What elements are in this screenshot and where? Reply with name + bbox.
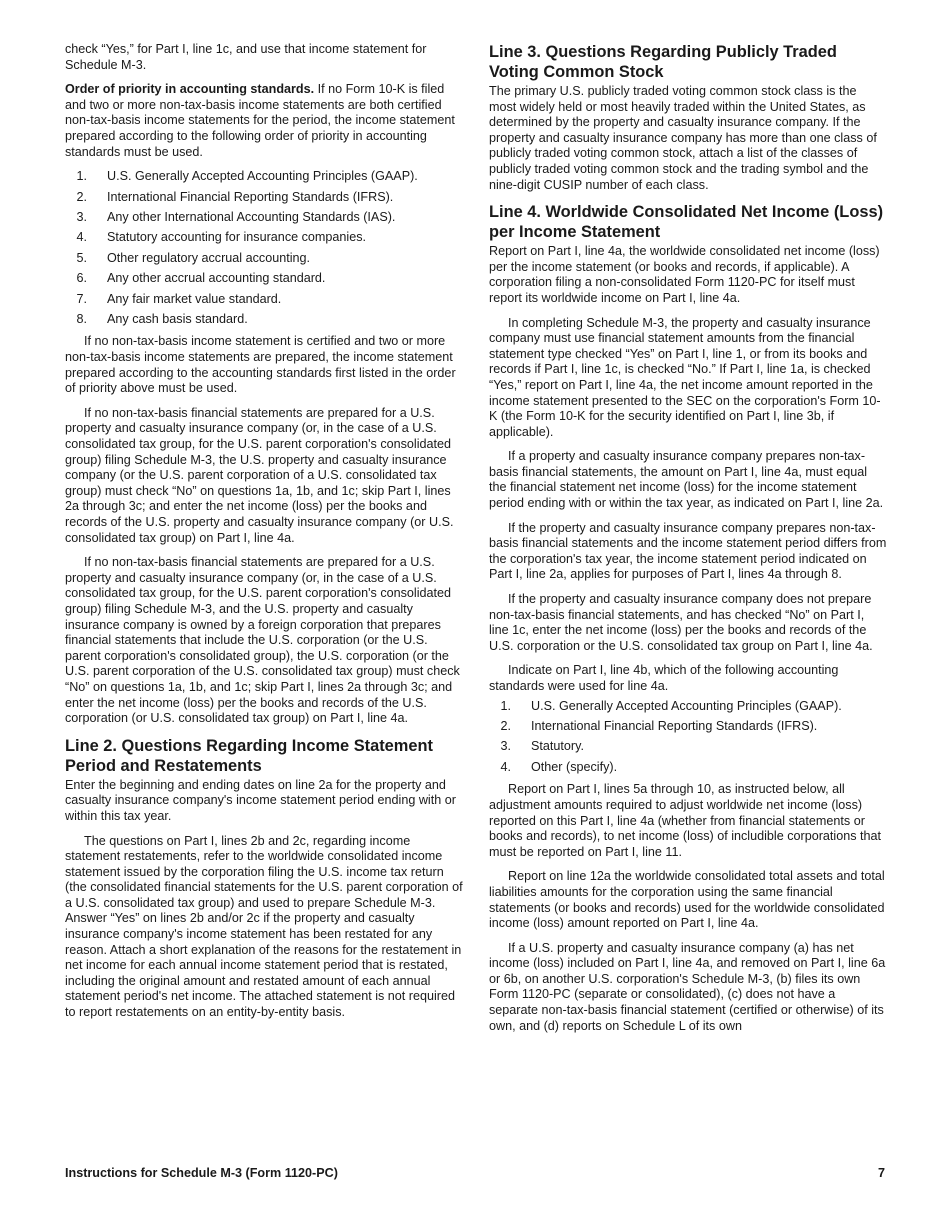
list-item: [65, 210, 463, 226]
list-number: 1.: [500, 698, 511, 713]
list-number: 4.: [76, 230, 87, 245]
line4-paragraph: If a U.S. property and casualty insurance company (a) has net income (loss) included on Part I, line 4a, and removed on Part I, line 6a or 6b, on another U.S. corporation's Schedule M-3, (b) files its own Form 1120-PC (separate or consolidated), (c) does not have a separate non-tax-basis financial statement (certified or otherwise) of its own, and (d) reports on Schedule L of its own: [489, 940, 886, 1033]
list-item: [65, 169, 463, 185]
list-text: International Financial Reporting Standards (IFRS).: [107, 189, 394, 204]
footer-title: Instructions for Schedule M-3 (Form 1120-PC): [65, 1166, 338, 1180]
list-number: 5.: [76, 250, 87, 265]
list-text: Other regulatory accrual accounting.: [107, 250, 311, 265]
list-text: Any fair market value standard.: [107, 291, 282, 306]
list-item: [65, 271, 463, 287]
list-item: [489, 699, 887, 715]
list-text: U.S. Generally Accepted Accounting Principles (GAAP).: [107, 169, 418, 184]
line2-paragraph: Enter the beginning and ending dates on line 2a for the property and casualty insurance company's income statement period ending with or within this tax year.: [65, 777, 456, 823]
list-item: [65, 312, 463, 328]
list-item: [489, 760, 887, 776]
list-text: Any other International Accounting Standards (IAS).: [107, 209, 396, 224]
list-number: 2.: [76, 189, 87, 204]
list-number: 3.: [76, 209, 87, 224]
left-column: [65, 42, 463, 1030]
line2-heading: Line 2. Questions Regarding Income Statement Period and Restatements: [65, 736, 433, 775]
priority-list: [65, 169, 463, 327]
line4-heading: Line 4. Worldwide Consolidated Net Income (Loss) per Income Statement: [489, 203, 884, 242]
not-certified-paragraph: If no non-tax-basis income statement is certified and two or more non-tax-basis income statements are prepared, the income statement prepared according to the accounting standards first listed in the order of priority above must be used.: [65, 334, 456, 396]
list-text: Other (specify).: [531, 759, 618, 774]
list-item: [65, 190, 463, 206]
list-text: Statutory accounting for insurance companies.: [107, 230, 367, 245]
list-number: 3.: [500, 739, 511, 754]
restatements-paragraph: The questions on Part I, lines 2b and 2c, regarding income statement restatements, refer to the worldwide consolidated income statement issued by the corporation filing the U.S. income tax return (the consolidated financial statements for the U.S. parent corporation of a U.S. consolidated tax group) and used to prepare Schedule M-3. Answer “Yes” on lines 2b and/or 2c if the property and casualty insurance company's income statement has been restated for any reason. Attach a short explanation of the reasons for the restatement in net income for each annual income statement period that is restated, including the original amount and restated amount of each annual statement period's net income. The attached statement is not required to report restatements on an entity-by-entity basis.: [65, 833, 463, 1020]
priority-text: If no Form 10-K is filed and two or more non-tax-basis income statements are both certified non-tax-basis income statements for the period, the income statement prepared according to the following order of priority in accounting standards must be used.: [65, 82, 455, 159]
list-text: International Financial Reporting Standards (IFRS).: [531, 718, 818, 733]
priority-lead: Order of priority in accounting standards.: [65, 82, 315, 97]
line3-heading: Line 3. Questions Regarding Publicly Traded Voting Common Stock: [489, 43, 837, 81]
list-item: [65, 292, 463, 308]
list-text: Any other accrual accounting standard.: [107, 271, 326, 286]
standards-list: [489, 699, 887, 776]
list-item: [489, 739, 887, 755]
list-item: [489, 719, 887, 735]
line4-paragraph: If the property and casualty insurance company prepares non-tax-basis financial statements and the income statement period differs from the corporation's tax year, the income statement period indicated on Part I, line 2a, applies for purposes of Part I, lines 4a through 8.: [489, 520, 887, 582]
line4-paragraph: If a property and casualty insurance company prepares non-tax-basis financial statements, the amount on Part I, line 4a, must equal the financial statement net income (loss) for the income statement period ending with or within the tax year, as indicated on Part I, line 2a.: [489, 449, 884, 511]
right-column: [489, 42, 887, 1043]
list-item: [65, 230, 463, 246]
list-number: 1.: [76, 169, 87, 184]
list-number: 8.: [76, 311, 87, 326]
list-text: Statutory.: [531, 739, 584, 754]
line4-paragraph: Indicate on Part I, line 4b, which of the following accounting standards were used for line 4a.: [489, 663, 839, 693]
list-item: [65, 251, 463, 267]
no-financial-statements-paragraph: If no non-tax-basis financial statements are prepared for a U.S. property and casualty insurance company (or, in the case of a U.S. consolidated tax group, for the U.S. parent corporation's consolidated group) filing Schedule M-3, the U.S. property and casualty insurance company (or the U.S. parent corporation of a U.S. consolidated tax group) must check “No” on questions 1a, 1b, and 1c; skip Part I, lines 2a through 3c; and enter the net income (loss) per the books and records of the U.S. property and casualty insurance company (or U.S. consolidated tax group) on Part I, line 4a.: [65, 405, 454, 545]
line4-paragraph: Report on line 12a the worldwide consolidated total assets and total liabilities amounts for the corporation using the same financial statements (or books and records) used for the worldwide consolidated income (loss) amount reported on Part I, line 4a.: [489, 869, 885, 931]
line3-paragraph: The primary U.S. publicly traded voting common stock class is the most widely held or most heavily traded within the United States, as determined by the property and casualty insurance company. If the property and casualty insurance company has more than one class of publicly traded voting common stock, attach a list of the classes of publicly traded voting common stock and the trading symbol and the nine-digit CUSIP number of each class.: [489, 84, 877, 192]
list-text: U.S. Generally Accepted Accounting Principles (GAAP).: [531, 698, 842, 713]
page-footer: [65, 1166, 885, 1180]
list-number: 7.: [76, 291, 87, 306]
list-number: 4.: [500, 759, 511, 774]
list-number: 6.: [76, 271, 87, 286]
page-number: 7: [877, 1166, 885, 1180]
list-text: Any cash basis standard.: [107, 311, 248, 326]
foreign-owner-paragraph: If no non-tax-basis financial statements are prepared for a U.S. property and casualty insurance company (or, in the case of a U.S. consolidated tax group, for the U.S. parent corporation's consolidated group) filing Schedule M-3, and the U.S. property and casualty insurance company is owned by a foreign corporation that prepares financial statements that include the U.S. corporation (or the U.S. parent corporation's consolidated group), the U.S. corporation (or the U.S. parent corporation of the U.S. consolidated tax group) must check “No” on questions 1a, 1b, and 1c; skip Part I, lines 2a through 3c; and enter the net income (loss) per the books and records of the U.S. corporation (or U.S. consolidated tax group) on Part I, line 4a.: [65, 555, 460, 726]
line4-paragraph: In completing Schedule M-3, the property and casualty insurance company must use financial statement amounts from the financial statement type checked “Yes” on Part I, line 1, or from its books and records if Part I, line 1c, is checked “No.” If Part I, line 1a, is checked “Yes,” report on Part I, line 4a, the net income amount reported in the income statement presented to the SEC on the corporation's Form 10-K (the Form 10-K for the security identified on Part I, line 3b, if applicable).: [489, 315, 881, 439]
list-number: 2.: [500, 718, 511, 733]
intro-paragraph: check “Yes,” for Part I, line 1c, and use that income statement for Schedule M-3.: [65, 42, 427, 72]
priority-paragraph: [65, 82, 463, 160]
line4-paragraph: If the property and casualty insurance company does not prepare non-tax-basis financial statements, and has checked “No” on Part I, line 1c, enter the net income (loss) per the books and records of the U.S. corporation or the U.S. consolidated tax group on Part I, line 4a.: [489, 592, 873, 653]
line4-paragraph: Report on Part I, lines 5a through 10, as instructed below, all adjustment amounts required to adjust worldwide net income (loss) reported on this Part I, line 4a (whether from financial statements or books and records), to net income (loss) of includible corporations that must be reported on Part I, line 11.: [489, 782, 882, 859]
line4-paragraph: Report on Part I, line 4a, the worldwide consolidated net income (loss) per the income statement (or books and records, if applicable). A corporation filing a non-consolidated Form 1120-PC for itself must report its worldwide income on Part I, line 4a.: [489, 244, 880, 305]
